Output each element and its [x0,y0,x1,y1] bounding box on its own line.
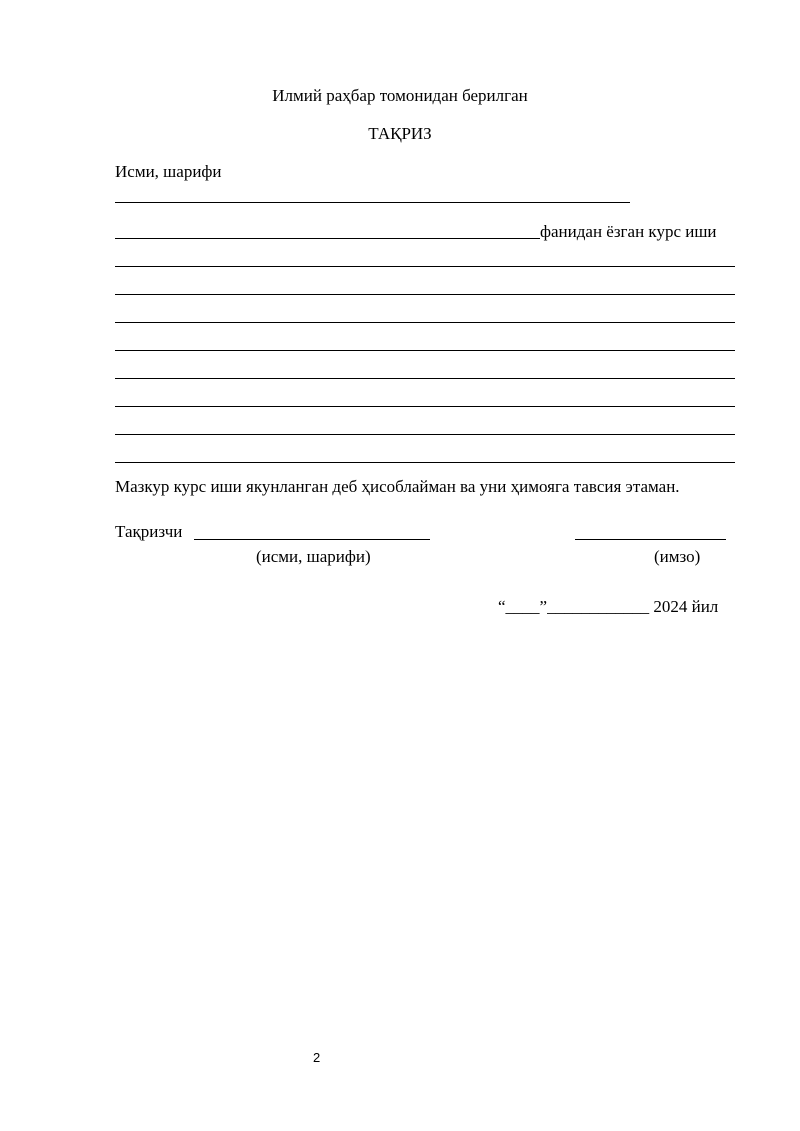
reviewer-label: Тақризчи [115,522,183,541]
signature-caption: (имзо) [654,547,701,566]
name-blank-line [115,202,630,203]
review-text-line [115,294,735,295]
document-title: ТАҚРИЗ [368,124,432,143]
review-text-line [115,266,735,267]
reviewer-name-caption: (исми, шарифи) [256,547,371,566]
date-line: “____”____________ 2024 йил [498,597,719,616]
review-text-line [115,322,735,323]
review-text-line [115,434,735,435]
review-text-line [115,462,735,463]
heading-line: Илмий раҳбар томонидан берилган [272,86,528,105]
name-label: Исми, шарифи [115,162,222,181]
subject-suffix: фанидан ёзган курс иши [540,222,717,241]
reviewer-name-blank-line [194,539,430,540]
signature-blank-line [575,539,726,540]
conclusion-text: Мазкур курс иши якунланган деб ҳисоблайман ва уни ҳимояга тавсия этаман. [115,477,680,496]
page-number: 2 [313,1050,321,1065]
review-text-line [115,378,735,379]
subject-blank-line [115,238,540,239]
review-text-line [115,406,735,407]
review-text-line [115,350,735,351]
